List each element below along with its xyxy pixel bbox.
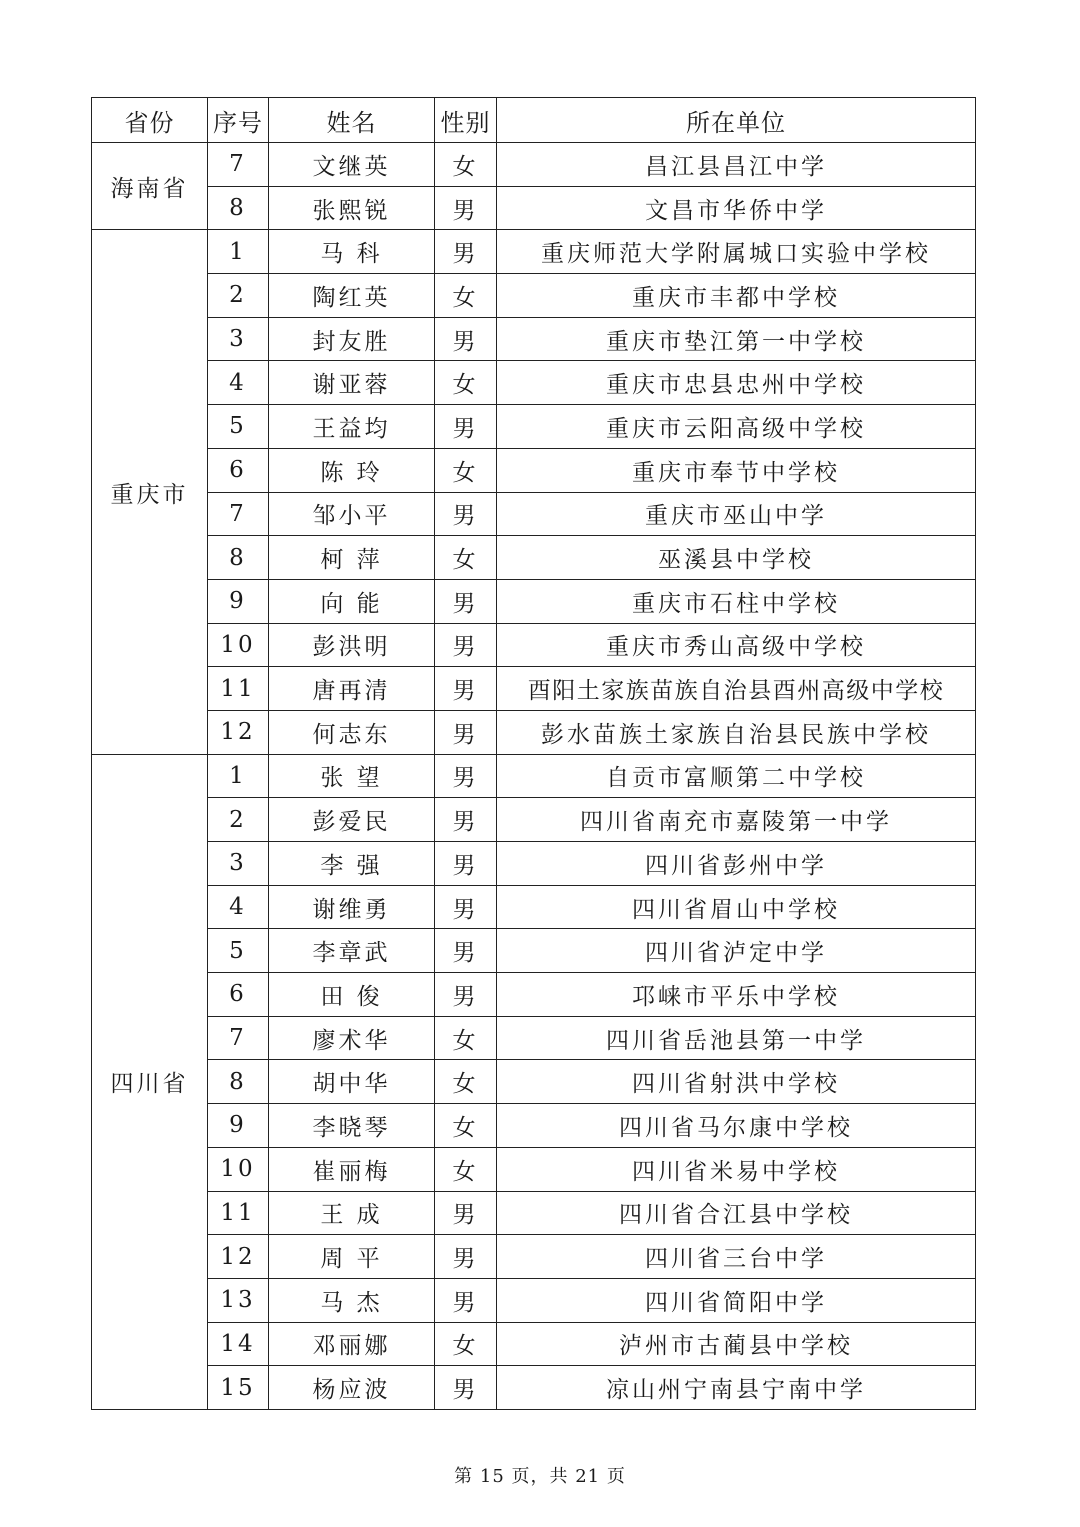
table-row [92,1191,976,1235]
name-cell: 王益均 [269,405,435,449]
seq-cell: 2 [208,798,269,842]
unit-cell: 重庆市石柱中学校 [497,579,976,623]
unit-cell: 重庆市奉节中学校 [497,448,976,492]
table-row [92,579,976,623]
seq-cell: 2 [208,274,269,318]
table-row [92,1278,976,1322]
seq-cell: 7 [208,1016,269,1060]
name-cell: 杨应波 [269,1366,435,1410]
unit-cell: 泸州市古蔺县中学校 [497,1322,976,1366]
seq-cell: 3 [208,317,269,361]
seq-cell: 4 [208,885,269,929]
seq-cell: 6 [208,448,269,492]
unit-cell: 四川省岳池县第一中学 [497,1016,976,1060]
table-row [92,405,976,449]
gender-cell: 女 [435,1147,497,1191]
unit-cell: 自贡市富顺第二中学校 [497,754,976,798]
unit-cell: 文昌市华侨中学 [497,186,976,230]
name-cell: 崔丽梅 [269,1147,435,1191]
gender-cell: 女 [435,361,497,405]
name-cell: 彭洪明 [269,623,435,667]
seq-cell: 8 [208,1060,269,1104]
gender-cell: 男 [435,973,497,1017]
table-row [92,1060,976,1104]
gender-cell: 女 [435,143,497,187]
header-seq: 序号 [208,98,269,143]
table-row [92,448,976,492]
table-row [92,1235,976,1279]
table-row [92,492,976,536]
seq-cell: 5 [208,929,269,973]
unit-cell: 四川省射洪中学校 [497,1060,976,1104]
seq-cell: 10 [208,623,269,667]
province-cell-sichuan: 四川省 [92,754,208,1409]
gender-cell: 男 [435,317,497,361]
name-cell: 谢亚蓉 [269,361,435,405]
unit-cell: 酉阳土家族苗族自治县酉州高级中学校 [497,667,976,711]
unit-cell: 四川省合江县中学校 [497,1191,976,1235]
gender-cell: 男 [435,1191,497,1235]
header-unit: 所在单位 [497,98,976,143]
header-gender: 性别 [435,98,497,143]
unit-cell: 彭水苗族土家族自治县民族中学校 [497,710,976,754]
table-row [92,929,976,973]
name-cell: 谢维勇 [269,885,435,929]
unit-cell: 邛崃市平乐中学校 [497,973,976,1017]
seq-cell: 13 [208,1278,269,1322]
unit-cell: 重庆市秀山高级中学校 [497,623,976,667]
seq-cell: 14 [208,1322,269,1366]
name-cell: 李 强 [269,842,435,886]
unit-cell: 四川省马尔康中学校 [497,1104,976,1148]
table-row [92,798,976,842]
name-cell: 马 杰 [269,1278,435,1322]
name-cell: 周 平 [269,1235,435,1279]
seq-cell: 9 [208,579,269,623]
gender-cell: 女 [435,1016,497,1060]
header-province: 省份 [92,98,208,143]
name-cell: 田 俊 [269,973,435,1017]
table-row [92,143,976,187]
seq-cell: 11 [208,667,269,711]
unit-cell: 重庆市巫山中学 [497,492,976,536]
name-cell: 邓丽娜 [269,1322,435,1366]
seq-cell: 10 [208,1147,269,1191]
seq-cell: 7 [208,143,269,187]
seq-cell: 7 [208,492,269,536]
seq-cell: 8 [208,186,269,230]
name-cell: 邹小平 [269,492,435,536]
gender-cell: 男 [435,579,497,623]
name-cell: 张 望 [269,754,435,798]
unit-cell: 重庆市云阳高级中学校 [497,405,976,449]
seq-cell: 3 [208,842,269,886]
gender-cell: 男 [435,842,497,886]
gender-cell: 女 [435,1104,497,1148]
name-cell: 封友胜 [269,317,435,361]
unit-cell: 四川省南充市嘉陵第一中学 [497,798,976,842]
gender-cell: 男 [435,1235,497,1279]
table-row [92,361,976,405]
gender-cell: 男 [435,667,497,711]
name-cell: 胡中华 [269,1060,435,1104]
unit-cell: 重庆师范大学附属城口实验中学校 [497,230,976,274]
seq-cell: 12 [208,710,269,754]
gender-cell: 男 [435,1278,497,1322]
table-row [92,536,976,580]
unit-cell: 四川省泸定中学 [497,929,976,973]
roster-table [91,97,976,1410]
gender-cell: 女 [435,448,497,492]
seq-cell: 8 [208,536,269,580]
name-cell: 何志东 [269,710,435,754]
table-row [92,1147,976,1191]
unit-cell: 巫溪县中学校 [497,536,976,580]
gender-cell: 男 [435,710,497,754]
table-row [92,842,976,886]
table-row [92,1016,976,1060]
page-footer: 第 15 页，共 21 页 [454,1466,626,1487]
unit-cell: 重庆市忠县忠州中学校 [497,361,976,405]
seq-cell: 12 [208,1235,269,1279]
seq-cell: 1 [208,230,269,274]
name-cell: 向 能 [269,579,435,623]
seq-cell: 6 [208,973,269,1017]
name-cell: 陶红英 [269,274,435,318]
table-row [92,1104,976,1148]
seq-cell: 5 [208,405,269,449]
name-cell: 唐再清 [269,667,435,711]
gender-cell: 女 [435,536,497,580]
name-cell: 张熙锐 [269,186,435,230]
name-cell: 马 科 [269,230,435,274]
name-cell: 文继英 [269,143,435,187]
gender-cell: 女 [435,1060,497,1104]
table-row [92,317,976,361]
gender-cell: 女 [435,1322,497,1366]
name-cell: 彭爱民 [269,798,435,842]
gender-cell: 男 [435,798,497,842]
seq-cell: 1 [208,754,269,798]
unit-cell: 四川省三台中学 [497,1235,976,1279]
province-cell-chongqing: 重庆市 [92,230,208,754]
unit-cell: 凉山州宁南县宁南中学 [497,1366,976,1410]
table-row [92,710,976,754]
table-row [92,754,976,798]
unit-cell: 重庆市垫江第一中学校 [497,317,976,361]
seq-cell: 11 [208,1191,269,1235]
table-row [92,1322,976,1366]
header-row [92,98,976,143]
province-cell-hainan: 海南省 [92,143,208,230]
gender-cell: 男 [435,1366,497,1410]
gender-cell: 男 [435,623,497,667]
name-cell: 柯 萍 [269,536,435,580]
unit-cell: 昌江县昌江中学 [497,143,976,187]
table-row [92,667,976,711]
seq-cell: 15 [208,1366,269,1410]
unit-cell: 重庆市丰都中学校 [497,274,976,318]
gender-cell: 男 [435,492,497,536]
table-row [92,274,976,318]
unit-cell: 四川省简阳中学 [497,1278,976,1322]
name-cell: 王 成 [269,1191,435,1235]
table-row [92,623,976,667]
name-cell: 李章武 [269,929,435,973]
gender-cell: 男 [435,929,497,973]
gender-cell: 男 [435,186,497,230]
name-cell: 陈 玲 [269,448,435,492]
table-row [92,973,976,1017]
name-cell: 李晓琴 [269,1104,435,1148]
gender-cell: 男 [435,230,497,274]
table-row [92,230,976,274]
gender-cell: 男 [435,754,497,798]
gender-cell: 男 [435,405,497,449]
unit-cell: 四川省彭州中学 [497,842,976,886]
unit-cell: 四川省米易中学校 [497,1147,976,1191]
table-row [92,885,976,929]
header-name: 姓名 [269,98,435,143]
table-row [92,186,976,230]
name-cell: 廖术华 [269,1016,435,1060]
seq-cell: 4 [208,361,269,405]
gender-cell: 男 [435,885,497,929]
seq-cell: 9 [208,1104,269,1148]
unit-cell: 四川省眉山中学校 [497,885,976,929]
table-row [92,1366,976,1410]
gender-cell: 女 [435,274,497,318]
